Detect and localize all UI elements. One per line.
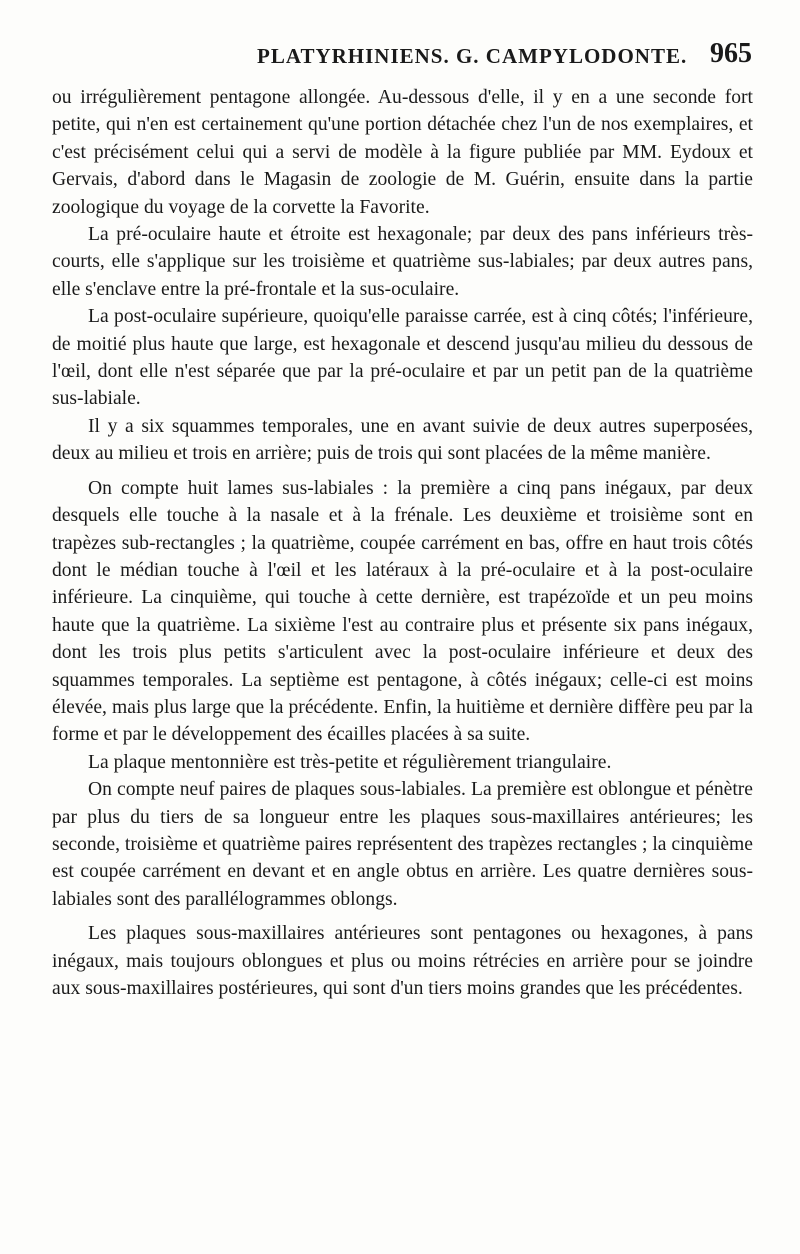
paragraph-pre-oculaire: La pré-oculaire haute et étroite est hexagonale; par deux des pans inférieurs très-courts, elle s'applique sur les troisième et quatrième sus-labiales; par deux autres pans, elle s'enclave entre la pré-frontale et la sus-oculaire.: [52, 224, 753, 300]
page-number: 965: [710, 38, 752, 69]
running-title: PLATYRHINIENS. G. CAMPYLODONTE.: [257, 44, 688, 68]
paragraph-post-oculaire: La post-oculaire supérieure, quoiqu'elle paraisse carrée, est à cinq côtés; l'inférieure, de moitié plus haute que large, est hexagonale et descend jusqu'au milieu du dessous de l'œil, dont elle n'est séparée que par la pré-oculaire et par un petit pan de la quatrième sus-labiale.: [52, 306, 753, 410]
paragraph-temporales: Il y a six squammes temporales, une en avant suivie de deux autres superposées, deux au milieu et trois en arrière; puis de trois qui sont placées de la même manière.: [52, 415, 753, 465]
paragraph-sus-labiales: On compte huit lames sus-labiales : la première a cinq pans inégaux, par deux desquels elle touche à la nasale et à la frénale. Les deuxième et troisième sont en trapèzes sub-rectangles ; la quatrième, coupée carrément en bas, offre en haut trois côtés dont le médian touche à l'œil et les latéraux à la pré-oculaire et à la post-oculaire inférieure. La cinquième, qui touche à cette dernière, est trapézoïde et un peu moins haute que la quatrième. La sixième l'est au contraire plus et présente six pans inégaux, dont les trois plus petits s'articulent avec la post-oculaire inférieure et deux des squammes temporales. La septième est pentagone, à côtés inégaux; celle-ci est moins élevée, mais plus large que la précédente. Enfin, la huitième et dernière diffère peu par la forme et par le développement des écailles placées à sa suite.: [52, 477, 753, 746]
paragraph-continued: ou irrégulièrement pentagone allongée. Au-dessous d'elle, il y en a une seconde fort petite, qui n'en est certainement qu'une portion détachée chez l'un de nos exemplaires, et c'est précisément celui qui a servi de modèle à la figure publiée par MM. Eydoux et Gervais, d'abord dans le Magasin de zoologie de M. Guérin, ensuite dans la partie zoologique du voyage de la corvette la Favorite.: [52, 87, 753, 218]
paragraph-sous-maxillaires: Les plaques sous-maxillaires antérieures sont pentagones ou hexagones, à pans inégaux, mais toujours oblongues et plus ou moins rétrécies en arrière pour se joindre aux sous-maxillaires postérieures, qui sont d'un tiers moins grandes que les précédentes.: [52, 923, 753, 999]
body-text: [52, 84, 753, 1002]
page-header: [52, 38, 752, 84]
paragraph-mentonniere: La plaque mentonnière est très-petite et régulièrement triangulaire.: [88, 751, 612, 773]
paragraph-sous-labiales: On compte neuf paires de plaques sous-labiales. La première est oblongue et pénètre par plus du tiers de sa longueur entre les plaques sous-maxillaires antérieures; les seconde, troisième et quatrième paires représentent des trapèzes rectangles ; la cinquième est coupée carrément en devant et en angle obtus en arrière. Les quatre dernières sous-labiales sont des parallélogrammes oblongs.: [52, 779, 753, 910]
